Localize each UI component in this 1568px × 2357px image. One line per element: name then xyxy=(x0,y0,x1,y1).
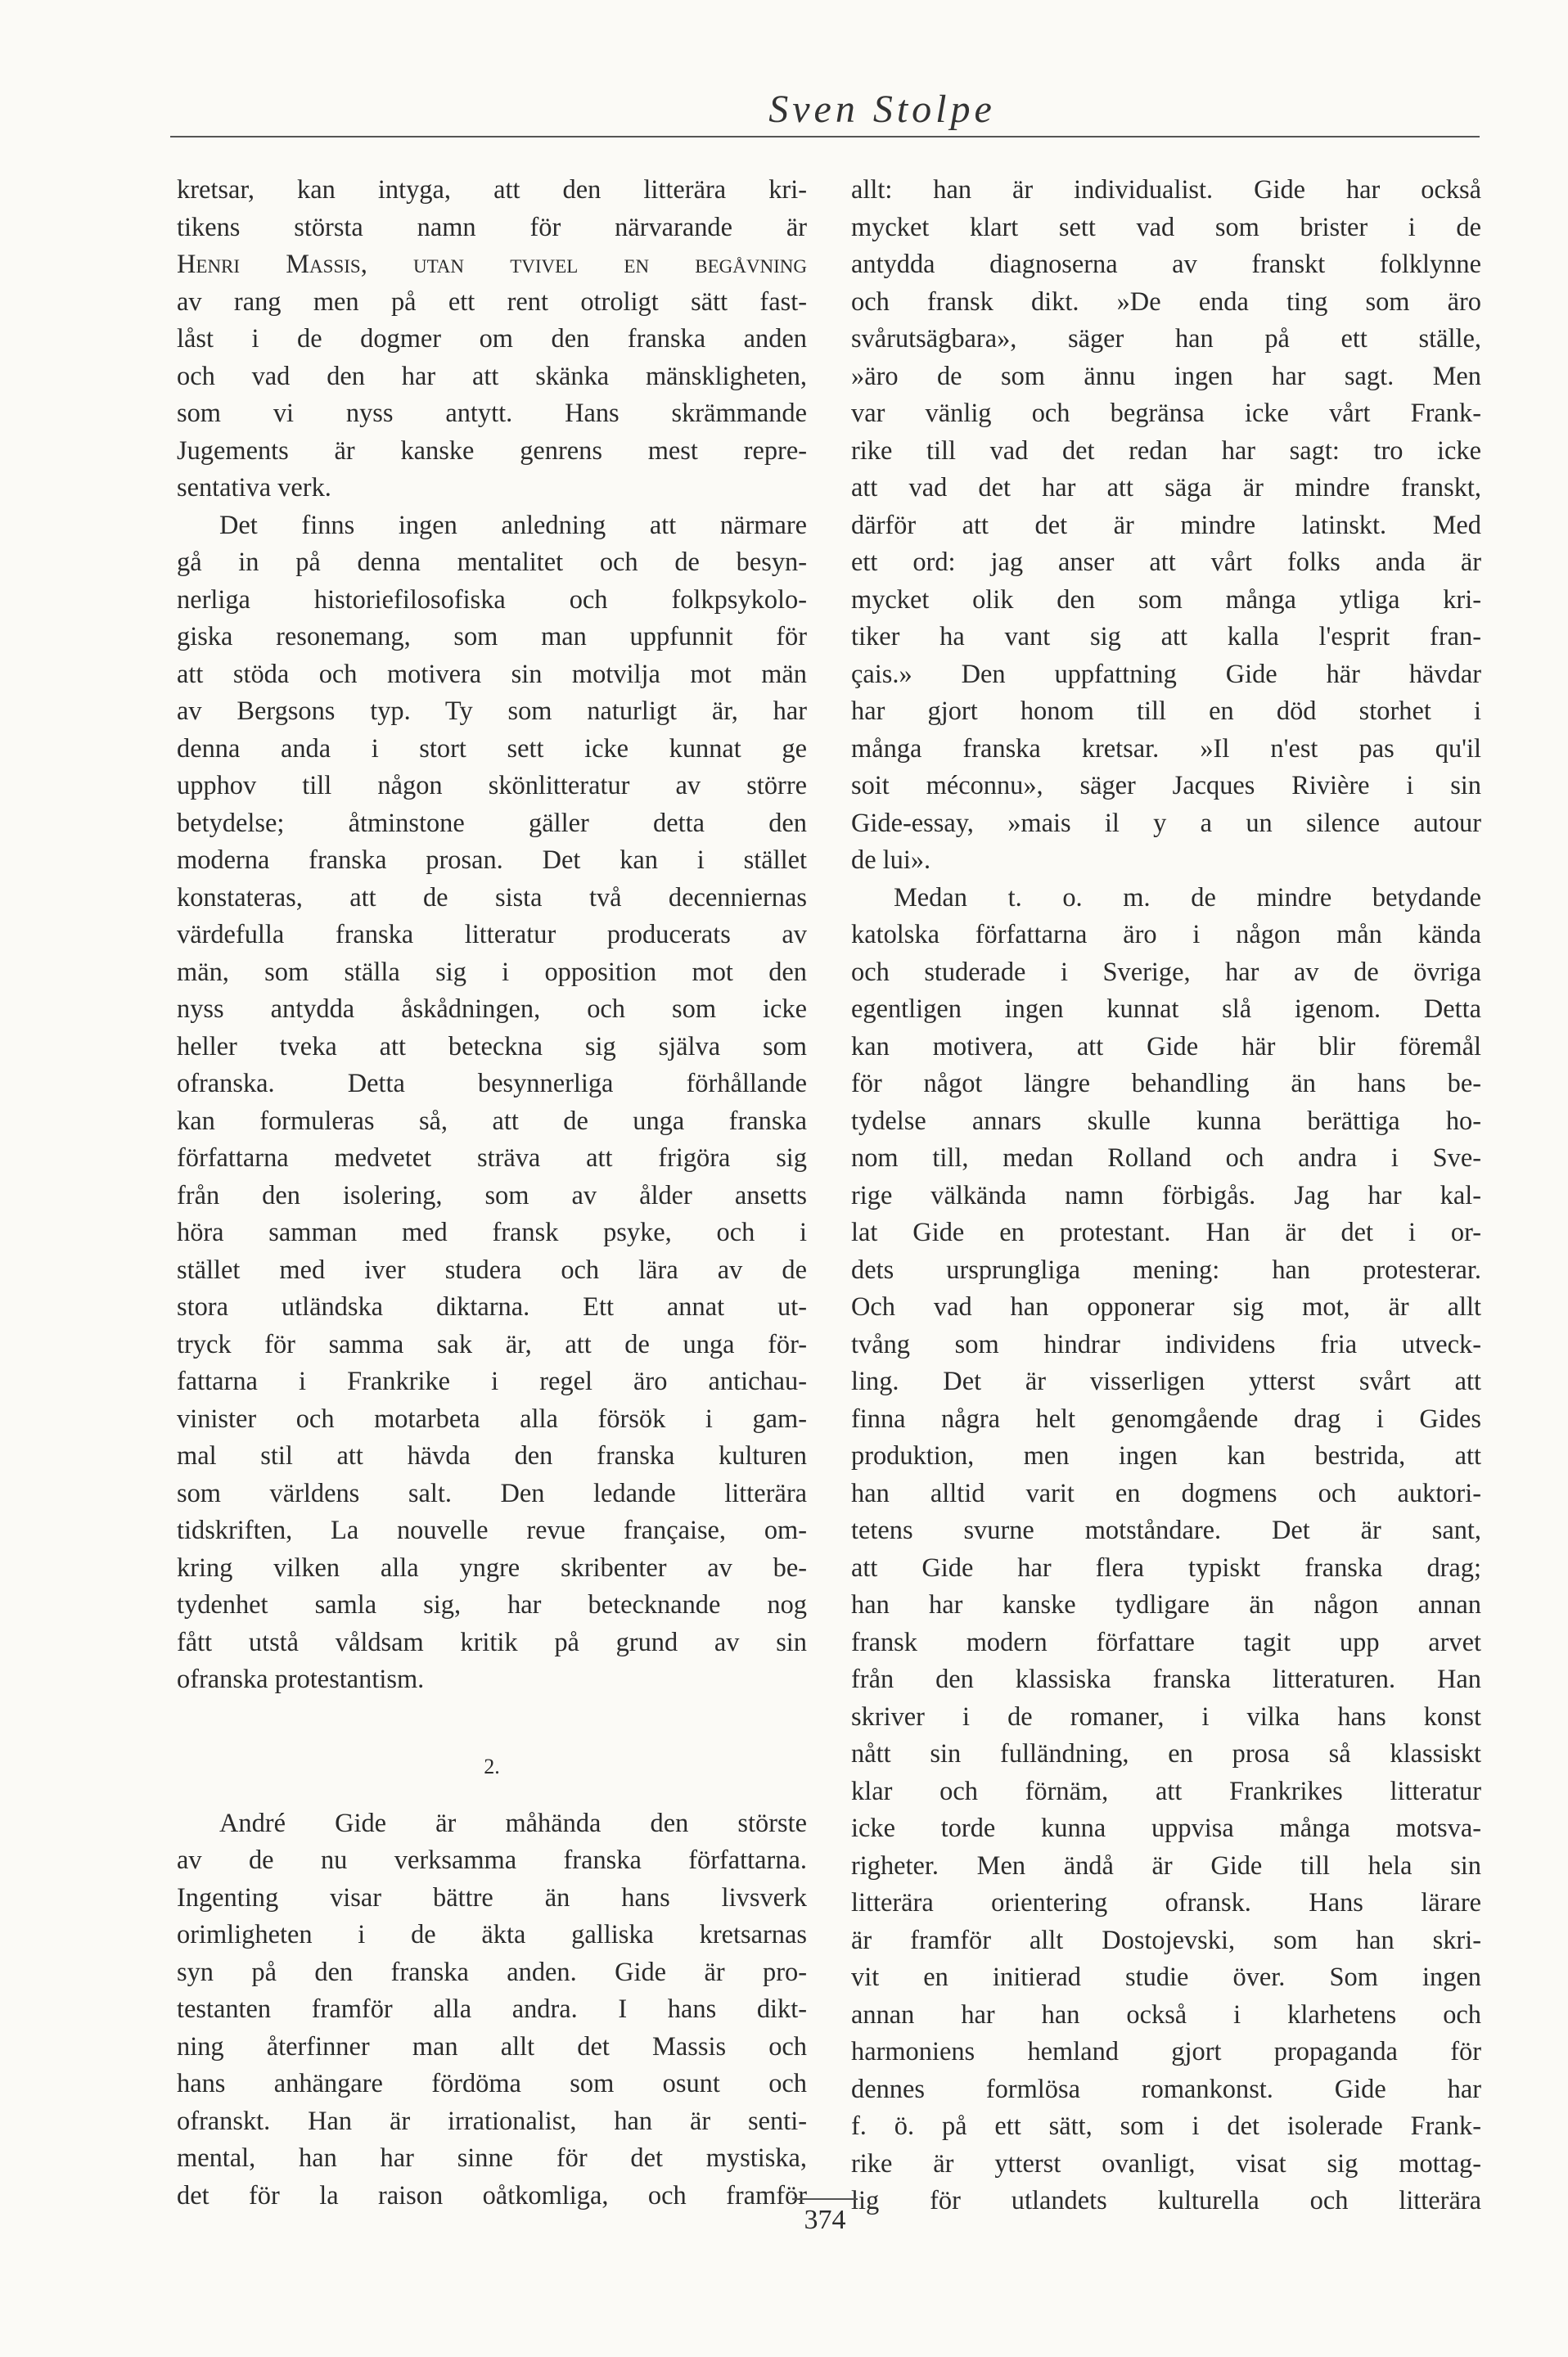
text-line: righeter. Men ändå är Gide till hela sin xyxy=(851,1850,1481,1881)
text-line: är framför allt Dostojevski, som han skri- xyxy=(851,1925,1481,1955)
text-line: litterära orientering ofransk. Hans lärare xyxy=(851,1888,1481,1918)
text-line: och fransk dikt. »De enda ting som äro xyxy=(851,286,1481,317)
text-line: höra samman med fransk psyke, och i xyxy=(177,1218,807,1247)
text-line: Det finns ingen anledning att närmare xyxy=(219,510,807,540)
text-line: heller tveka att beteckna sig själva som xyxy=(177,1031,807,1061)
text-line: dets ursprungliga mening: han protesterar. xyxy=(851,1255,1481,1285)
text-line: hans anhängare fördöma som osunt och xyxy=(177,2069,807,2098)
text-line: sentativa verk. xyxy=(177,473,331,502)
text-line: ofranska protestantism. xyxy=(177,1665,425,1694)
text-line: egentligen ingen kunnat slå igenom. Detta xyxy=(851,994,1481,1024)
text-line: ett ord: jag anser att vårt folks anda är xyxy=(851,548,1481,577)
text-line: tidskriften, La nouvelle revue française, om- xyxy=(177,1516,807,1545)
text-line: antydda diagnoserna av franskt folklynne xyxy=(851,250,1481,279)
text-line: som vi nyss antytt. Hans skrämmande xyxy=(177,399,807,428)
text-line: fått utstå våldsam kritik på grund av sin xyxy=(177,1627,807,1657)
text-line: mental, han har sinne för det mystiska, xyxy=(177,2143,807,2173)
text-line: som världens salt. Den ledande litterära xyxy=(177,1478,807,1508)
text-line: tvång som hindrar individens fria utveck- xyxy=(851,1329,1481,1359)
text-line: författarna medvetet sträva att frigöra sig xyxy=(177,1143,807,1173)
header-rule xyxy=(170,136,1480,137)
text-line: lig för utlandets kulturella och litterära xyxy=(851,2186,1481,2215)
running-head xyxy=(170,82,1480,139)
text-line: mycket klart sett vad som brister i de xyxy=(851,212,1481,242)
text-line: Jugements är kanske genrens mest repre- xyxy=(177,435,807,466)
left-column xyxy=(177,172,807,2215)
text-line: icke torde kunna uppvisa många motsva- xyxy=(851,1814,1481,1843)
text-line: han har kanske tydligare än någon annan xyxy=(851,1590,1481,1620)
text-line: moderna franska prosan. Det kan i stället xyxy=(177,845,807,875)
text-line: från den klassiska franska litteraturen. Han xyxy=(851,1665,1481,1694)
text-line: värdefulla franska litteratur producerats av xyxy=(177,920,807,949)
text-line: av Bergsons typ. Ty som naturligt är, har xyxy=(177,696,807,726)
text-line: av rang men på ett rent otroligt sätt fast- xyxy=(177,286,807,317)
text-line: finna några helt genomgående drag i Gides xyxy=(851,1404,1481,1434)
text-line: från den isolering, som av ålder ansetts xyxy=(177,1180,807,1210)
text-line: det för la raison oåtkomliga, och framför xyxy=(177,2180,807,2211)
text-line: var vänlig och begränsa icke vårt Frank- xyxy=(851,399,1481,428)
text-line: nom till, medan Rolland och andra i Sve- xyxy=(851,1143,1481,1173)
text-line: ling. Det är visserligen ytterst svårt att xyxy=(851,1367,1481,1396)
text-line: allt: han är individualist. Gide har också xyxy=(851,175,1481,205)
text-line: de lui». xyxy=(851,845,931,875)
text-line: çais.» Den uppfattning Gide här hävdar xyxy=(851,659,1481,689)
text-line: mycket olik den som många ytliga kri- xyxy=(851,584,1481,615)
text-line: konstateras, att de sista två decenniernas xyxy=(177,882,807,913)
text-line: tydelse annars skulle kunna berättiga ho- xyxy=(851,1106,1481,1136)
text-line: denna anda i stort sett icke kunnat ge xyxy=(177,733,807,764)
text-line: för något längre behandling än hans be- xyxy=(851,1069,1481,1098)
text-line: klar och förnäm, att Frankrikes litteratur xyxy=(851,1776,1481,1806)
text-line: män, som ställa sig i opposition mot den xyxy=(177,957,807,987)
text-line: stora utländska diktarna. Ett annat ut- xyxy=(177,1292,807,1322)
text-line: han alltid varit en dogmens och auktori- xyxy=(851,1478,1481,1508)
text-line: har gjort honom till en död storhet i xyxy=(851,696,1481,726)
text-line: mal stil att hävda den franska kulturen xyxy=(177,1441,807,1471)
text-line: katolska författarna äro i någon mån kända xyxy=(851,920,1481,949)
text-line: annan har han också i klarhetens och xyxy=(851,1999,1481,2030)
footer-rule xyxy=(792,2198,858,2200)
text-line: svårutsägbara», säger han på ett ställe, xyxy=(851,324,1481,354)
text-line: av de nu verksamma franska författarna. xyxy=(177,1845,807,1875)
text-line: Henri Massis, utan tvivel en begåvning xyxy=(177,250,807,279)
text-line: »äro de som ännu ingen har sagt. Men xyxy=(851,361,1481,391)
text-line: harmoniens hemland gjort propaganda för xyxy=(851,2037,1481,2066)
text-line: och studerade i Sverige, har av de övriga xyxy=(851,957,1481,987)
text-line: vinister och motarbeta alla försök i gam- xyxy=(177,1404,807,1434)
text-line: upphov till någon skönlitteratur av större xyxy=(177,771,807,800)
text-line: kretsar, kan intyga, att den litterära kri- xyxy=(177,175,807,205)
text-line: kan motivera, att Gide här blir föremål xyxy=(851,1031,1481,1061)
text-line: tydenhet samla sig, har betecknande nog xyxy=(177,1590,807,1620)
text-line: vit en initierad studie över. Som ingen xyxy=(851,1963,1481,1992)
text-line: att vad det har att säga är mindre franskt, xyxy=(851,473,1481,502)
text-line: rige välkända namn förbigås. Jag har kal- xyxy=(851,1180,1481,1210)
text-line: Gide-essay, »mais il y a un silence autour xyxy=(851,808,1481,838)
text-line: Ingenting visar bättre än hans livsverk xyxy=(177,1882,807,1913)
text-line: tiker ha vant sig att kalla l'esprit fran- xyxy=(851,622,1481,651)
right-column xyxy=(851,172,1481,2220)
text-line: André Gide är måhända den störste xyxy=(219,1808,807,1838)
text-line: att stöda och motivera sin motvilja mot män xyxy=(177,659,807,689)
page-number: 374 xyxy=(804,2205,846,2235)
text-line: soit méconnu», säger Jacques Rivière i sin xyxy=(851,771,1481,800)
text-line: och vad den har att skänka mänskligheten, xyxy=(177,361,807,391)
text-line: stället med iver studera och lära av de xyxy=(177,1255,807,1285)
text-line: många franska kretsar. »Il n'est pas qu'il xyxy=(851,733,1481,764)
text-line: syn på den franska anden. Gide är pro- xyxy=(177,1957,807,1987)
text-line: ofranskt. Han är irrationalist, han är senti- xyxy=(177,2106,807,2136)
text-line: testanten framför alla andra. I hans dikt- xyxy=(177,1994,807,2024)
text-line: giska resonemang, som man uppfunnit för xyxy=(177,622,807,651)
text-line: fattarna i Frankrike i regel äro antichau- xyxy=(177,1367,807,1396)
text-line: Medan t. o. m. de mindre betydande xyxy=(894,882,1481,913)
text-line: nerliga historiefilosofiska och folkpsykolo- xyxy=(177,584,807,615)
text-line: fransk modern författare tagit upp arvet xyxy=(851,1627,1481,1657)
text-line: därför att det är mindre latinskt. Med xyxy=(851,510,1481,540)
text-line: att Gide har flera typiskt franska drag; xyxy=(851,1553,1481,1583)
text-line: tryck för samma sak är, att de unga för- xyxy=(177,1329,807,1359)
text-line: orimligheten i de äkta galliska kretsarnas xyxy=(177,1920,807,1949)
text-line: ning återfinner man allt det Massis och xyxy=(177,2031,807,2062)
text-line: skriver i de romaner, i vilka hans konst xyxy=(851,1701,1481,1732)
text-line: nyss antydda åskådningen, och som icke xyxy=(177,994,807,1024)
text-line: kan formuleras så, att de unga franska xyxy=(177,1106,807,1136)
running-head-title: Sven Stolpe xyxy=(768,88,996,131)
text-line: lat Gide en protestant. Han är det i or- xyxy=(851,1218,1481,1247)
text-line: tikens största namn för närvarande är xyxy=(177,212,807,242)
text-line: nått sin fulländning, en prosa så klassiskt xyxy=(851,1739,1481,1769)
text-line: dennes formlösa romankonst. Gide har xyxy=(851,2074,1481,2104)
text-line: gå in på denna mentalitet och de besyn- xyxy=(177,548,807,577)
text-line: f. ö. på ett sätt, som i det isolerade Frank- xyxy=(851,2111,1481,2141)
text-line: tetens svurne motståndare. Det är sant, xyxy=(851,1516,1481,1545)
section-number-text: 2. xyxy=(484,1754,500,1778)
text-line: kring vilken alla yngre skribenter av be- xyxy=(177,1553,807,1583)
text-line: betydelse; åtminstone gäller detta den xyxy=(177,808,807,838)
section-number xyxy=(177,1699,807,1805)
text-line: rike till vad det redan har sagt: tro icke xyxy=(851,435,1481,466)
text-line: låst i de dogmer om den franska anden xyxy=(177,324,807,354)
text-line: Och vad han opponerar sig mot, är allt xyxy=(851,1292,1481,1322)
text-line: rike är ytterst ovanligt, visat sig mottag- xyxy=(851,2148,1481,2179)
text-line: produktion, men ingen kan bestrida, att xyxy=(851,1441,1481,1471)
text-line: ofranska. Detta besynnerliga förhållande xyxy=(177,1069,807,1098)
